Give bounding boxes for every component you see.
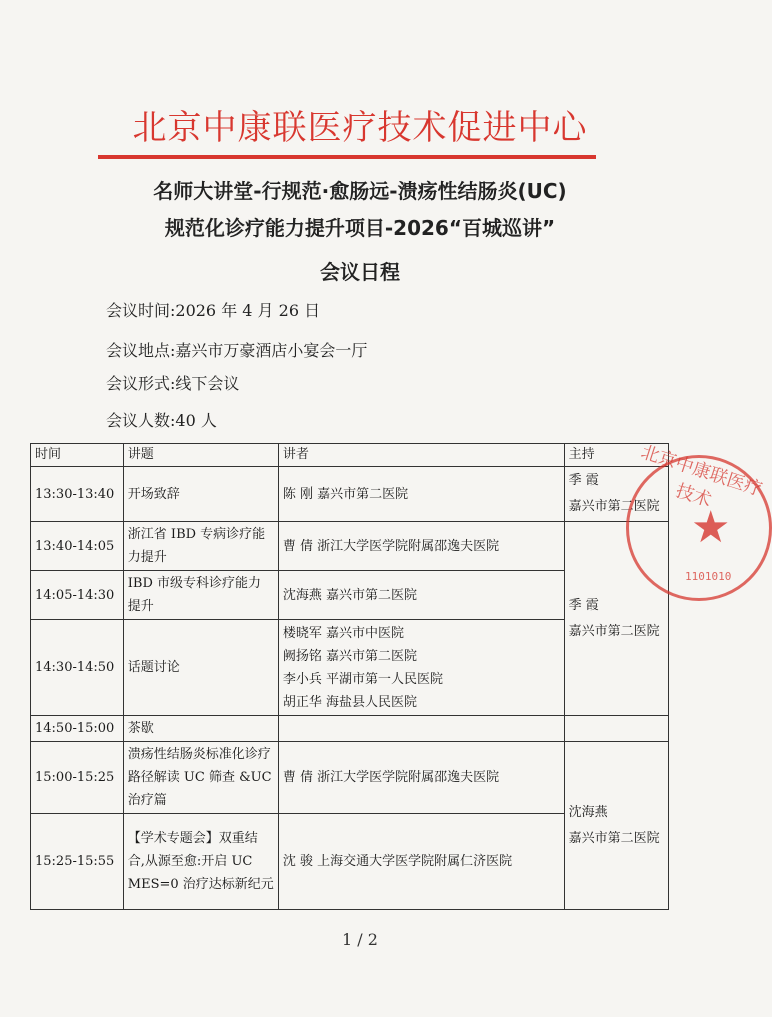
host-org: 嘉兴市第二医院 [568,623,660,639]
organization-name: 北京中康联医疗技术促进中心 [132,108,588,148]
host-cell [564,522,668,716]
meeting-time: 会议时间:2026 年 4 月 26 日 [106,301,321,320]
row-time: 15:25-15:55 [31,814,124,910]
row-speaker [278,742,564,814]
host-org: 嘉兴市第二医院 [568,499,660,514]
table-row [31,742,669,814]
event-title-line1: 名师大讲堂-行规范·愈肠远-溃疡性结肠炎(UC) [153,179,567,203]
seal-code: 1101010 [685,570,732,583]
speaker-line: 曹 倩 浙江大学医学院附属邵逸夫医院 [282,538,500,554]
host-cell [564,716,668,742]
row-speaker [278,467,564,522]
host-cell [564,742,668,910]
meeting-attendees: 会议人数:40 人 [106,411,217,430]
speaker-line: 楼晓军 嘉兴市中医院 [282,625,404,641]
speaker-line: 沈海燕 嘉兴市第二医院 [282,587,417,603]
meeting-format: 会议形式:线下会议 [106,374,240,393]
header-speaker: 讲者 [278,444,564,467]
row-topic: 开场致辞 [123,467,278,522]
host-name: 季 霞 [568,597,599,613]
agenda-table [30,443,669,910]
event-title-line2: 规范化诊疗能力提升项目-2026“百城巡讲” [164,216,556,240]
row-topic: 【学术专题会】双重结合,从源至愈:开启 UC MES=0 治疗达标新纪元 [123,814,278,910]
seal-ring-text: 北京中康联医疗技术 [638,441,765,512]
row-topic: IBD 市级专科诊疗能力提升 [123,571,278,620]
header-topic: 讲题 [123,444,278,467]
speaker-line: 阙扬铭 嘉兴市第二医院 [282,648,417,664]
row-speaker [278,814,564,910]
row-topic: 茶歇 [123,716,278,742]
row-time: 14:05-14:30 [31,571,124,620]
row-speaker [278,571,564,620]
host-cell [564,467,668,522]
host-name: 季 霞 [568,473,599,488]
speaker-line: 曹 倩 浙江大学医学院附属邵逸夫医院 [282,770,500,785]
row-topic: 溃疡性结肠炎标准化诊疗路径解读 UC 筛查 &UC 治疗篇 [123,742,278,814]
table-header-row [31,444,669,467]
speaker-line: 李小兵 平湖市第一人民医院 [282,671,443,687]
speaker-line: 沈 骏 上海交通大学医学院附属仁济医院 [282,854,513,869]
row-speaker [278,522,564,571]
header-divider [98,155,596,159]
row-topic: 浙江省 IBD 专病诊疗能力提升 [123,522,278,571]
page-number: 1 / 2 [342,930,378,949]
agenda-heading: 会议日程 [320,260,400,284]
row-time: 15:00-15:25 [31,742,124,814]
host-name: 沈海燕 [568,804,608,820]
row-speaker [278,716,564,742]
row-time: 14:50-15:00 [31,716,124,742]
row-topic: 话题讨论 [123,620,278,716]
speaker-line: 胡正华 海盐县人民医院 [282,694,417,710]
row-time: 14:30-14:50 [31,620,124,716]
host-org: 嘉兴市第二医院 [568,830,660,846]
row-speaker [278,620,564,716]
row-time: 13:30-13:40 [31,467,124,522]
meeting-location: 会议地点:嘉兴市万豪酒店小宴会一厅 [106,341,368,360]
table-row [31,522,669,571]
row-time: 13:40-14:05 [31,522,124,571]
header-time: 时间 [31,444,124,467]
table-row [31,716,669,742]
table-row [31,467,669,522]
star-icon: ★ [691,502,731,553]
speaker-line: 陈 刚 嘉兴市第二医院 [282,486,409,502]
header-host: 主持 [564,444,668,467]
